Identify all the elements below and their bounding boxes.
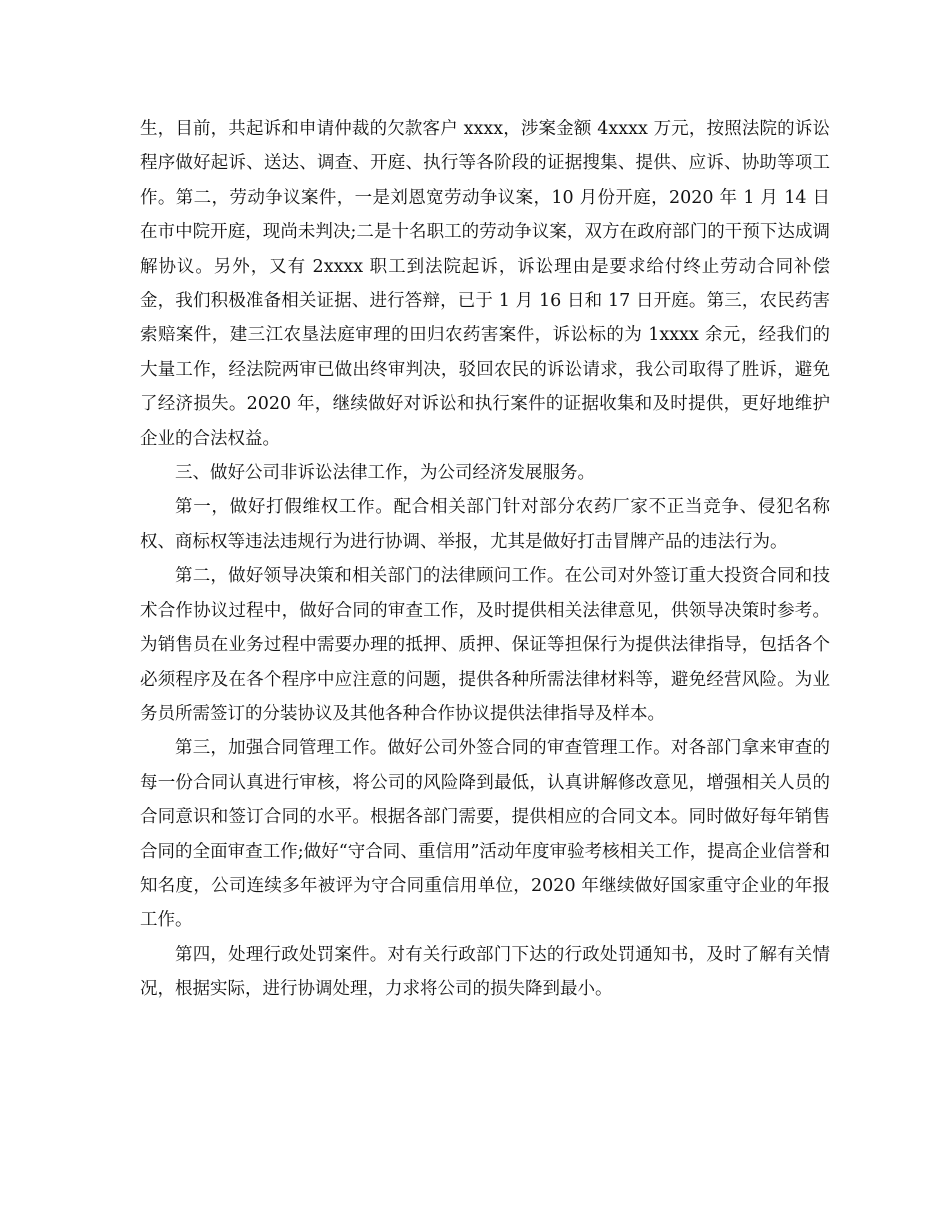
paragraph-administrative-penalty: 第四，处理行政处罚案件。对有关行政部门下达的行政处罚通知书，及时了解有关情况，根据实际，进行协调处理，力求将公司的损失降到最小。 — [140, 944, 830, 1000]
document-body — [140, 112, 830, 1007]
paragraph-litigation-summary: 生，目前，共起诉和申请仲裁的欠款客户 xxxx，涉案金额 4xxxx 万元，按照法院的诉讼程序做好起诉、送达、调查、开庭、执行等各阶段的证据搜集、提供、应诉、协助等项工作。第二，劳动争议案件，一是刘恩宽劳动争议案，10 月份开庭，2020 年 1 月 14 日在市中院开庭，现尚未判决;二是十名职工的劳动争议案，双方在政府部门的干预下达成调解协议。另外，又有 2xxxx 职工到法院起诉，诉讼理由是要求给付终止劳动合同补偿金，我们积极准备相关证据、进行答辩，已于 1 月 16 日和 17 日开庭。第三，农民药害索赔案件，建三江农垦法庭审理的田归农药害案件，诉讼标的为 1xxxx 余元，经我们的大量工作，经法院两审已做出终审判决，驳回农民的诉讼请求，我公司取得了胜诉，避免了经济损失。2020 年，继续做好对诉讼和执行案件的证据收集和及时提供，更好地维护企业的合法权益。 — [140, 119, 830, 449]
paragraph-contract-management: 第三，加强合同管理工作。做好公司外签合同的审查管理工作。对各部门拿来审查的每一份合同认真进行审核，将公司的风险降到最低，认真讲解修改意见，增强相关人员的合同意识和签订合同的水平。根据各部门需要，提供相应的合同文本。同时做好每年销售合同的全面审查工作;做好“守合同、重信用”活动年度审验考核相关工作，提高企业信誉和知名度，公司连续多年被评为守合同重信用单位，2020 年继续做好国家重守企业的年报工作。 — [140, 738, 830, 931]
paragraph-anti-counterfeit: 第一，做好打假维权工作。配合相关部门针对部分农药厂家不正当竞争、侵犯名称权、商标权等违法违规行为进行协调、举报，尤其是做好打击冒牌产品的违法行为。 — [140, 497, 830, 552]
paragraph-legal-advisor: 第二，做好领导决策和相关部门的法律顾问工作。在公司对外签订重大投资合同和技术合作协议过程中，做好合同的审查工作，及时提供相关法律意见，供领导决策时参考。为销售员在业务过程中需要办理的抵押、质押、保证等担保行为提供法律指导，包括各个必须程序及在各个程序中应注意的问题，提供各种所需法律材料等，避免经营风险。为业务员所需签订的分装协议及其他各种合作协议提供法律指导及样本。 — [140, 566, 830, 724]
section-heading-non-litigation: 三、做好公司非诉讼法律工作，为公司经济发展服务。 — [175, 463, 595, 484]
